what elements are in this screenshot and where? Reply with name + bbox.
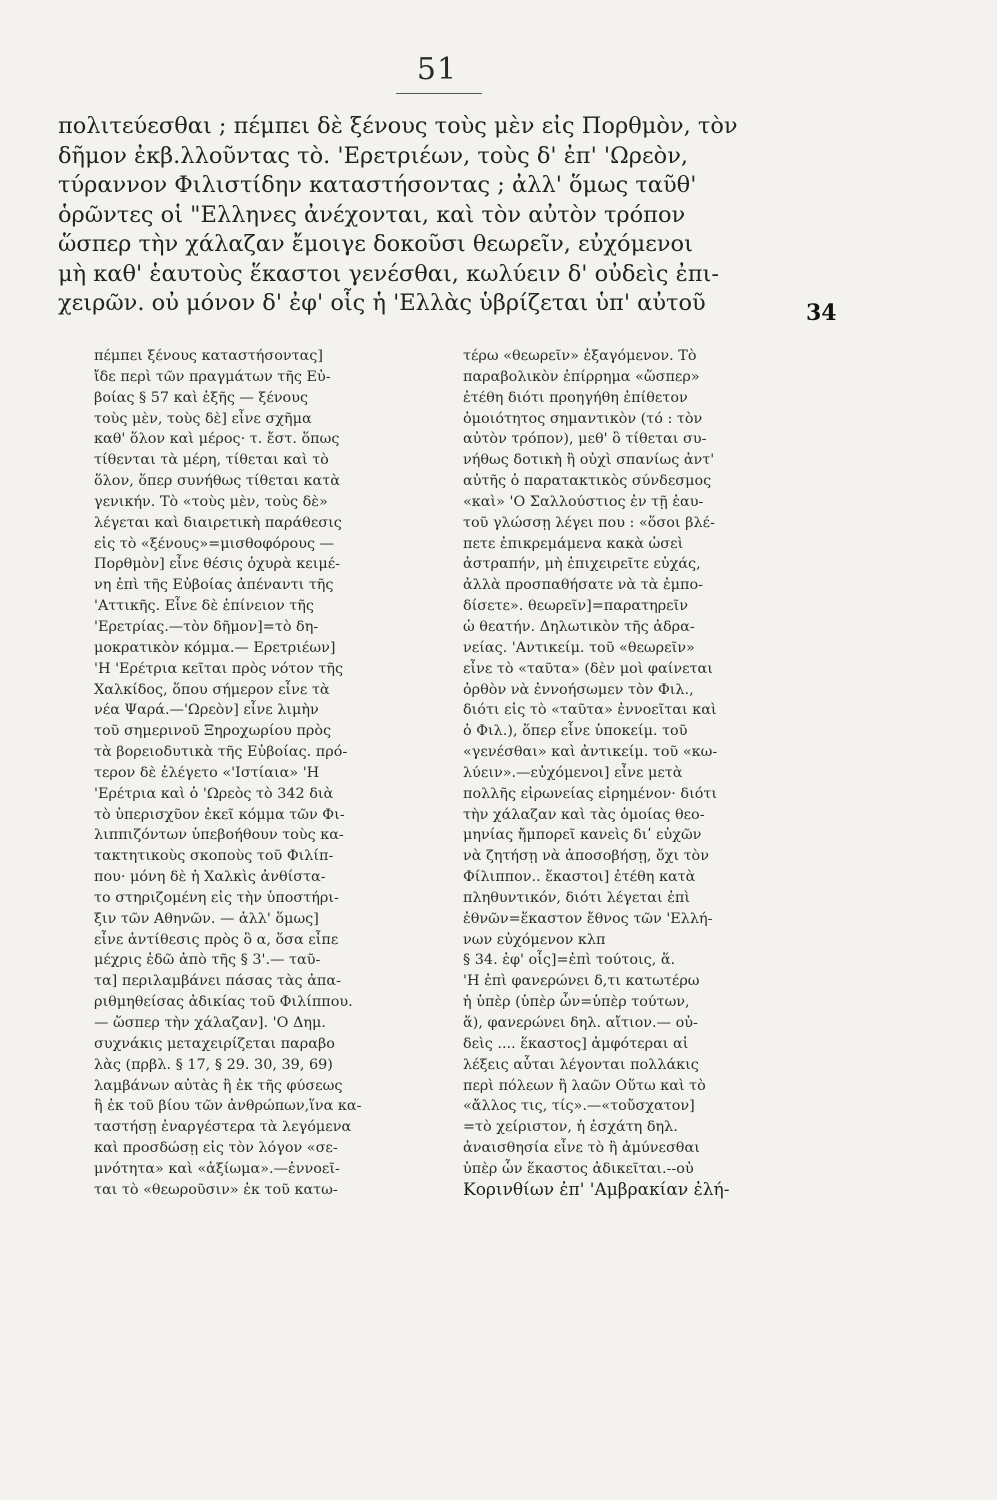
commentary-line: =τὸ χείριστον, ἡ ἐσχάτη δηλ.	[463, 1119, 678, 1136]
commentary-line: μνότητα» καὶ «ἀξίωμα».—ἐννοεῖ-	[94, 1160, 340, 1177]
commentary-line: τέρω «θεωρεῖν» ἐξαγόμενον. Τὸ	[463, 348, 697, 364]
commentary-line: Φίλιππον.. ἕκαστοι] ἐτέθη κατὰ	[463, 869, 696, 886]
commentary-line: βοίας § 57 καὶ ἑξῆς — ξένους	[94, 389, 309, 406]
commentary-line: ἐθνῶν=ἕκαστον ἔθνος τῶν 'Ελλή-	[463, 910, 713, 927]
commentary-line: διότι εἰς τὸ «ταῦτα» ἐννοεῖται καὶ	[463, 702, 717, 719]
commentary-line: περὶ πόλεων ἢ λαῶν Οὕτω καὶ τὸ	[463, 1077, 706, 1094]
commentary-line: δεὶς .... ἕκαστος] ἀμφότεραι αἱ	[463, 1035, 689, 1052]
commentary-line: τὰ βορειοδυτικὰ τῆς Εὐβοίας. πρό-	[94, 744, 348, 761]
commentary-right-column	[463, 346, 829, 1201]
commentary-line: λύειν».—εὐχόμενοι] εἶνε μετὰ	[463, 764, 683, 781]
main-text-line: χειρῶν. οὐ μόνον δ' ἐφ' οἷς ἡ 'Ελλὰς ὑβρίζεται ὑπ' αὐτοῦ	[58, 290, 706, 316]
commentary-line: νέα Ψαρά.—'Ωρεὸν] εἶνε λιμὴν	[94, 702, 319, 719]
commentary-line: καθ' ὅλον καὶ μέρος· τ. ἔστ. ὅπως	[94, 431, 340, 448]
commentary-line: ἴδε περὶ τῶν πραγμάτων τῆς Εὐ-	[94, 368, 331, 385]
commentary-line: 'Η 'Ερέτρια κεῖται πρὸς νότον τῆς	[94, 660, 344, 677]
commentary-line: ἀλλὰ προσπαθήσατε νὰ τὰ ἐμπο-	[463, 577, 704, 594]
commentary-line: Κορινθίων ἐπ' 'Αμβρακίαν ἐλή-	[463, 1179, 730, 1200]
commentary-line: νήθως δοτικὴ ἢ οὐχὶ σπανίως ἀντ'	[463, 452, 715, 469]
commentary-line: ταστήσῃ ἐναργέστερα τὰ λεγόμενα	[94, 1119, 352, 1136]
commentary-line: νείας. 'Αντικείμ. τοῦ «θεωρεῖν»	[463, 639, 695, 656]
commentary-line: εἰς τὸ «ξένους»=μισθοφόρους —	[94, 535, 334, 552]
commentary-left-column	[94, 346, 460, 1201]
commentary-line: νη ἐπὶ τῆς Εὐβοίας ἀπέναντι τῆς	[94, 577, 334, 594]
commentary-line: ὅλον, ὅπερ συνήθως τίθεται κατὰ	[94, 473, 340, 490]
commentary-line: καὶ προσδώσῃ εἰς τὸν λόγον «σε-	[94, 1140, 338, 1157]
commentary-line: ἀστραπήν, μὴ ἐπιχειρεῖτε εὐχάς,	[463, 556, 701, 573]
main-greek-text	[58, 112, 848, 319]
commentary-line: τοῦ σημερινοῦ Ξηροχωρίου πρὸς	[94, 723, 332, 740]
commentary-line: πέμπει ξένους καταστήσοντας]	[94, 348, 323, 364]
commentary-line: ἐτέθη διότι προηγήθη ἐπίθετον	[463, 389, 688, 406]
page-number-rule	[396, 93, 482, 94]
main-text-line: δῆμον ἐκβ.λλοῦντας τὸ. 'Ερετριέων, τοὺς δ' ἐπ' 'Ωρεὸν,	[58, 142, 689, 169]
commentary-line: τὸ ὑπερισχῦον ἐκεῖ κόμμα τῶν Φι-	[94, 806, 345, 823]
commentary-line: τοὺς μὲν, τοὺς δὲ] εἶνε σχῆμα	[94, 410, 312, 427]
main-text-line: μὴ καθ' ἑαυτοὺς ἕκαστοι γενέσθαι, κωλύειν δ' οὐδεὶς ἐπι-	[58, 260, 719, 287]
commentary-line: εἶνε ἀντίθεσις πρὸς ὃ α, ὅσα εἶπε	[94, 931, 339, 948]
commentary-line: παραβολικὸν ἐπίρρημα «ὥσπερ»	[463, 368, 700, 385]
commentary-line: ἀναισθησία εἶνε τὸ ἢ ἀμύνεσθαι	[463, 1140, 700, 1157]
commentary-line: πολλῆς εἰρωνείας εἰρημένον· διότι	[463, 785, 717, 802]
commentary-line: 'Αττικῆς. Εἶνε δὲ ἐπίνειον τῆς	[94, 598, 314, 615]
main-text-line: πολιτεύεσθαι ; πέμπει δὲ ξένους τοὺς μὲν εἰς Πορθμὸν, τὸν	[58, 113, 738, 139]
commentary-line: μοκρατικὸν κόμμα.— Ερετριέων]	[94, 639, 336, 656]
commentary-line: τα] περιλαμβάνει πάσας τὰς ἀπα-	[94, 973, 341, 990]
commentary-line: ξιν τῶν Αθηνῶν. — ἀλλ' ὅμως]	[94, 910, 319, 927]
commentary-line: λέγεται καὶ διαιρετικὴ παράθεσις	[94, 514, 342, 531]
commentary-line: το στηριζομένη εἰς τὴν ὑποστήρι-	[94, 889, 339, 906]
commentary-line: συχνάκις μεταχειρίζεται παραβο	[94, 1035, 335, 1052]
commentary-line: εἶνε τὸ «ταῦτα» (δὲν μοὶ φαίνεται	[463, 660, 713, 677]
commentary-line: νων εὐχόμενον κλπ	[463, 931, 606, 948]
commentary-line: μηνίας ἤμπορεῖ κανεὶς διʹ εὐχῶν	[463, 827, 702, 844]
page-number: 51	[416, 52, 458, 87]
commentary-line: λὰς (πρβλ. § 17, § 29. 30, 39, 69)	[94, 1056, 333, 1073]
commentary-line: ὁμοιότητος σημαντικὸν (τό : τὸν	[463, 410, 703, 427]
main-text-line: ὁρῶντες οἱ "Ελληνες ἀνέχονται, καὶ τὸν αὐτὸν τρόπον	[58, 201, 686, 228]
commentary-line: που· μόνη δὲ ἡ Χαλκὶς ἀνθίστα-	[94, 869, 326, 886]
main-text-line: ὥσπερ τὴν χάλαζαν ἔμοιγε δοκοῦσι θεωρεῖν, εὐχόμενοι	[58, 231, 693, 257]
commentary-line: νὰ ζητήσῃ νὰ ἀποσοβήσῃ, ὄχι τὸν	[463, 848, 709, 865]
commentary-line: ὑπὲρ ὧν ἕκαστος ἀδικεῖται.--οὐ	[463, 1160, 694, 1177]
commentary-line: μέχρις ἐδῶ ἀπὸ τῆς § 3'.— ταῦ-	[94, 952, 321, 969]
commentary-line: ἅ), φανερώνει δηλ. αἴτιον.— οὐ-	[463, 1015, 698, 1031]
commentary-line: τίθενται τὰ μέρη, τίθεται καὶ τὸ	[94, 452, 329, 469]
commentary-line: 'Ερετρίας.—τὸν δῆμον]=τὸ δη-	[94, 618, 319, 635]
commentary-line: «ἄλλος τις, τίς».—«τοὔσχατον]	[463, 1098, 695, 1115]
commentary-line: Χαλκίδος, ὅπου σήμερον εἶνε τὰ	[94, 681, 330, 698]
commentary-line: δίσετε». θεωρεῖν]=παρατηρεῖν	[463, 598, 689, 615]
commentary-line: ριθμηθείσας ἀδικίας τοῦ Φιλίππου.	[94, 994, 353, 1011]
commentary-line: αὐτὸν τρόπον), μεθ' ὃ τίθεται συ-	[463, 431, 707, 448]
commentary-line: ἡ ὑπὲρ (ὑπὲρ ὧν=ὑπὲρ τούτων,	[463, 994, 690, 1011]
main-text-line: τύραννον Φιλιστίδην καταστήσοντας ; ἀλλ' ὅμως ταῦθ'	[58, 172, 697, 198]
commentary-line: τὴν χάλαζαν καὶ τὰς ὁμοίας θεο-	[463, 806, 705, 823]
commentary-line: 'Η ἐπὶ φανερώνει δ,τι κατωτέρω	[463, 973, 700, 990]
commentary-line: ὀρθὸν νὰ ἐννοήσωμεν τὸν Φιλ.,	[463, 681, 694, 698]
commentary-line: τακτητικοὺς σκοποὺς τοῦ Φιλίπ-	[94, 848, 334, 865]
commentary-line: πληθυντικόν, διότι λέγεται ἐπὶ	[463, 889, 691, 906]
commentary-line: 'Ερέτρια καὶ ὁ 'Ωρεὸς τὸ 342 διὰ	[94, 785, 334, 802]
commentary-line: Πορθμὸν] εἶνε θέσις ὀχυρὰ κειμέ-	[94, 556, 341, 573]
section-margin-number: 34	[806, 300, 837, 326]
commentary-line: «γενέσθαι» καὶ ἀντικείμ. τοῦ «κω-	[463, 744, 718, 761]
commentary-line: τοῦ γλώσσῃ λέγει που : «ὅσοι βλέ-	[463, 514, 715, 531]
commentary-line: ὡ θεατήν. Δηλωτικὸν τῆς ἀδρα-	[463, 618, 695, 635]
commentary-line: § 34. ἐφ' οἷς]=ἐπὶ τούτοις, ἅ.	[463, 952, 676, 969]
commentary-line: γενικήν. Τὸ «τοὺς μὲν, τοὺς δὲ»	[94, 493, 328, 510]
commentary-line: πετε ἐπικρεμάμενα κακὰ ὡσεὶ	[463, 535, 684, 552]
commentary-line: λαμβάνων αὐτὰς ἢ ἐκ τῆς φύσεως	[94, 1077, 343, 1094]
commentary-line: ἢ ἐκ τοῦ βίου τῶν ἀνθρώπων,ἵνα κα-	[94, 1098, 362, 1115]
commentary-line: λέξεις αὗται λέγονται πολλάκις	[463, 1056, 699, 1073]
commentary-line: — ὥσπερ τὴν χάλαζαν]. 'Ο Δημ.	[94, 1015, 326, 1031]
commentary-line: τερον δὲ ἐλέγετο «'Ιστίαια» 'Η	[94, 764, 320, 781]
commentary-line: αὐτῆς ὁ παρατακτικὸς σύνδεσμος	[463, 473, 712, 490]
commentary-line: λιππιζόντων ὑπεβοήθουν τοὺς κα-	[94, 827, 344, 844]
commentary-line: ὁ Φιλ.), ὅπερ εἶνε ὑποκείμ. τοῦ	[463, 723, 688, 740]
commentary-line: «καὶ» 'Ο Σαλλούστιος ἐν τῇ ἑαυ-	[463, 493, 704, 510]
commentary-line: ται τὸ «θεωροῦσιν» ἐκ τοῦ κατω-	[94, 1181, 338, 1198]
